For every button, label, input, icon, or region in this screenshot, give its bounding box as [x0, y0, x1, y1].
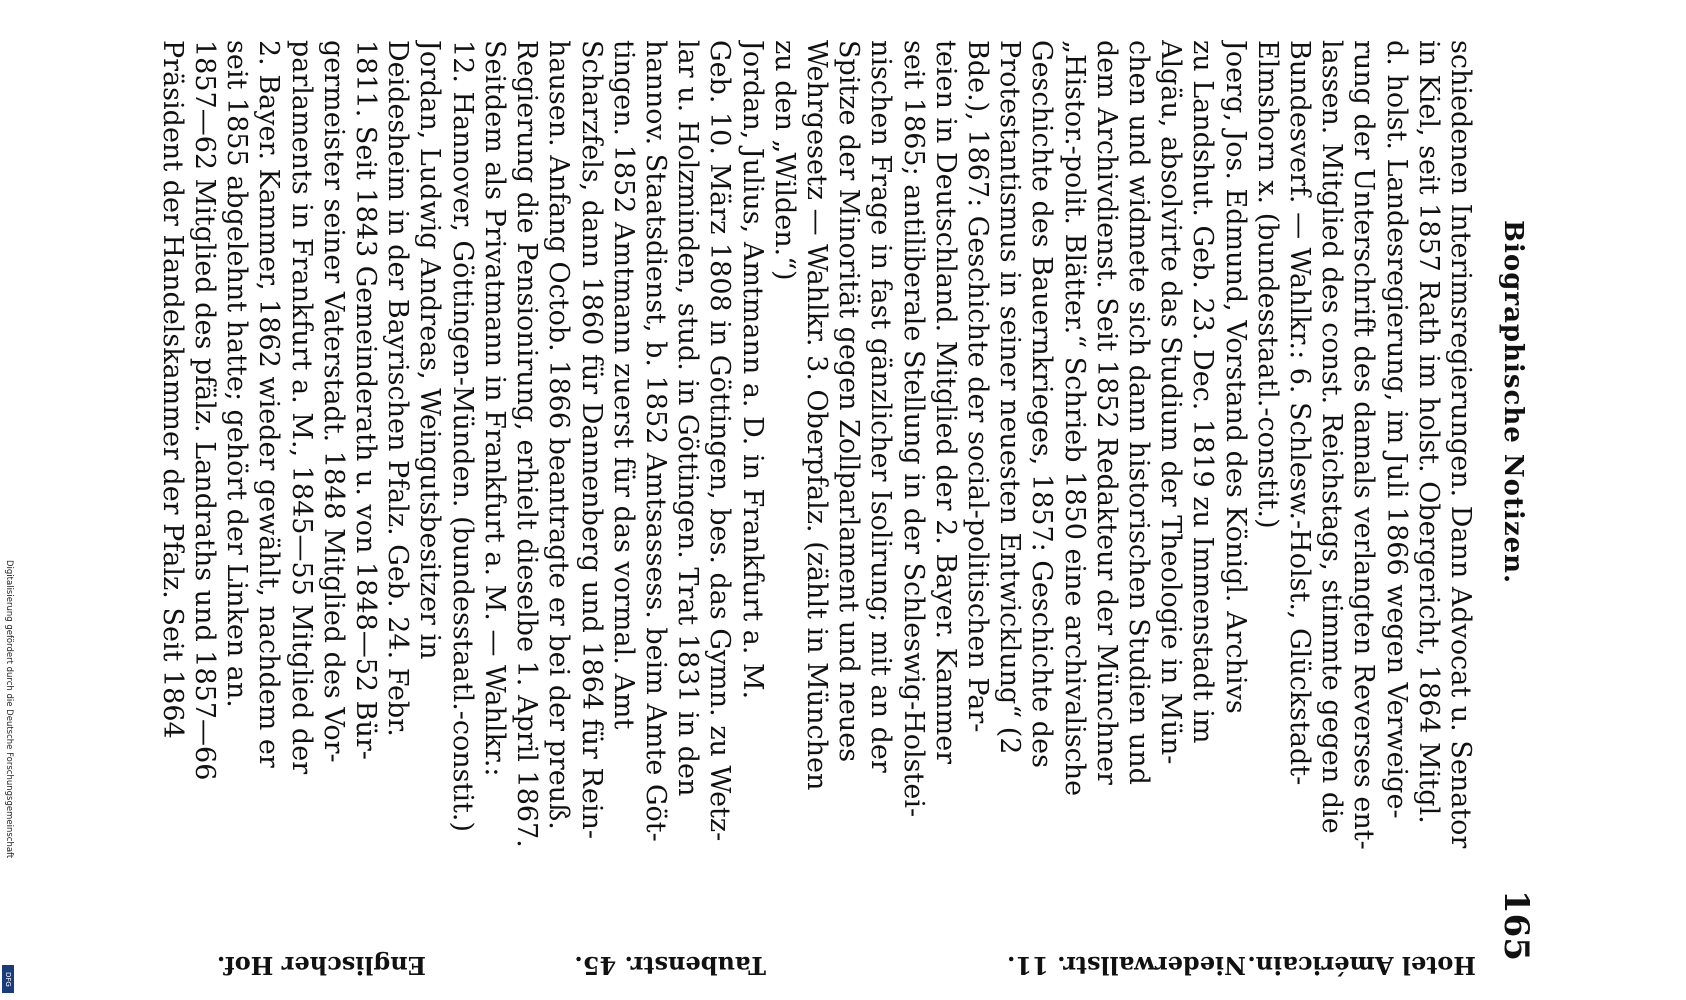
text-line: nischen Frage in fast gänzlicher Isolirung; mit an der: [865, 40, 897, 773]
text-line: hausen. Anfang Octob. 1866 beantragte er bei der preuß.: [543, 40, 575, 830]
text-line: Protestantismus in seiner neuesten Entwicklung“ (2: [994, 40, 1026, 755]
dfg-logo: DFG: [2, 965, 14, 993]
text-line: Bde.), 1867: Geschichte der social-politischen Par-: [961, 40, 993, 733]
margin-notes: [136, 940, 1476, 1000]
text-line: seit 1865; antiliberale Stellung in der Schleswig-Holstei-: [897, 40, 929, 818]
text-line: Regierung die Pensionirung, erhielt dieselbe 1. April 1867.: [511, 40, 543, 848]
text-line: hannov. Staatsdienst, b. 1852 Amtsassess. beim Amte Göt-: [639, 40, 671, 842]
text-line: Wehrgesetz — Wahlkr. 3. Oberpfalz. (zählt in München: [800, 40, 832, 791]
text-line: Jordan, Ludwig Andreas, Weingutsbesitzer in: [414, 40, 446, 660]
text-line: parlaments in Frankfurt a. M., 1845—55 Mitglied der: [285, 40, 317, 775]
text-line: schiedenen Interimsregierungen. Dann Advocat u. Senator: [1445, 40, 1476, 849]
margin-note: Hotel Américain.: [1247, 951, 1476, 980]
text-line: zu Landshut. Geb. 23. Dec. 1819 zu Immenstadt im: [1187, 40, 1219, 744]
text-line: Geschichte des Bauernkrieges, 1857: Geschichte des: [1026, 40, 1058, 768]
page-number: 165: [1496, 890, 1536, 961]
text-line: in Kiel, seit 1857 Rath im holst. Obergericht, 1864 Mitgl.: [1412, 40, 1444, 824]
text-line: lar u. Holzminden, stud. in Göttingen. Trat 1831 in den: [672, 40, 704, 797]
credit-text: Digitalisierung gefördert durch die Deutsche Forschungsgemeinschaft: [4, 560, 14, 859]
text-line: Geb. 10. März 1808 in Göttingen, bes. das Gymn. zu Wetz-: [704, 40, 736, 842]
margin-note: Englischer Hof.: [216, 951, 426, 980]
text-line: tingen. 1852 Amtmann zuerst für das vormal. Amt: [607, 40, 639, 730]
text-line: 1811. Seit 1843 Gemeinderath u. von 1848—52 Bür-: [350, 40, 382, 760]
text-line: lassen. Mitglied des const. Reichstags, stimmte gegen die: [1316, 40, 1348, 834]
text-line: Deidesheim in der Bayrischen Pfalz. Geb. 24. Febr.: [382, 40, 414, 737]
margin-note: Niederwallstr. 11.: [1007, 951, 1246, 980]
text-line: chen und widmete sich dann historischen Studien und: [1122, 40, 1154, 785]
text-line: „Histor.-polit. Blätter.“ Schrieb 1850 eine archivalische: [1058, 40, 1090, 797]
running-head: [1476, 40, 1536, 961]
text-line: dem Archivdienst. Seit 1852 Redakteur der Münchner: [1090, 40, 1122, 785]
text-line: 2. Bayer. Kammer, 1862 wieder gewählt, nachdem er: [253, 40, 285, 768]
running-head-title: Biographische Notizen.: [1498, 220, 1528, 585]
text-line: seit 1855 abgelehnt hatte; gehört der Linken an.: [221, 40, 253, 708]
margin-note: Taubenstr. 45.: [574, 951, 766, 980]
text-line: Seitdem als Privatmann in Frankfurt a. M. — Wahlkr.:: [478, 40, 510, 777]
text-line: 12. Hannover, Göttingen-Münden. (bundesstaatl.-constit.): [446, 40, 478, 832]
digitization-credit: [2, 560, 16, 1000]
text-line: germeister seiner Vaterstadt. 1848 Mitglied des Vor-: [317, 40, 349, 763]
text-line: Joerg, Jos. Edmund, Vorstand des Königl. Archivs: [1219, 40, 1251, 714]
text-line: Scharzfels, dann 1860 für Dannenberg und 1864 für Rein-: [575, 40, 607, 839]
text-line: d. holst. Landesregierung, im Juli 1866 wegen Verweige-: [1380, 40, 1412, 819]
text-line: Jordan, Julius, Amtmann a. D. in Frankfurt a. M.: [736, 40, 768, 700]
text-line: Bundesverf. — Wahlkr.: 6. Schlesw.-Holst., Glückstadt-: [1283, 40, 1315, 786]
text-line: Elmshorn x. (bundesstaatl.-constit.): [1251, 40, 1283, 529]
text-line: Spitze der Minorität gegen Zollparlament und neues: [833, 40, 865, 763]
text-line: rung der Unterschrift des damals verlangten Reverses ent-: [1348, 40, 1380, 850]
text-line: 1857—62 Mitglied des pfälz. Landraths und 1857—66: [189, 40, 221, 781]
text-line: zu den „Wilden.“): [768, 40, 800, 281]
text-line: Algäu, absolvirte das Studium der Theologie in Mün-: [1155, 40, 1187, 765]
page-content: [136, 40, 1536, 980]
body-text: [156, 40, 1476, 920]
text-line: Präsident der Handelskammer der Pfalz. Seit 1864: [156, 40, 188, 739]
text-line: teien in Deutschland. Mitglied der 2. Bayer. Kammer: [929, 40, 961, 765]
